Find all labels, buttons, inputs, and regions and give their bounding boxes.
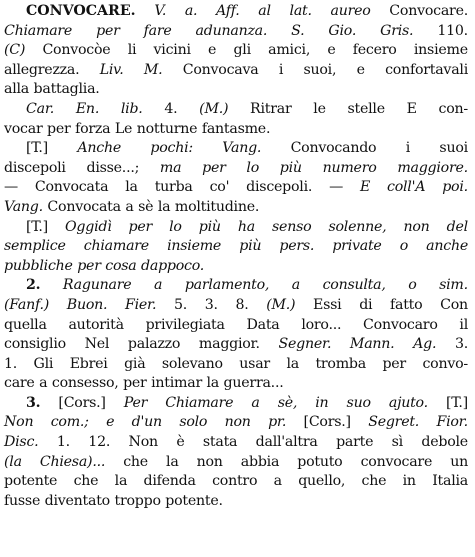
word: Convocando — [290, 140, 377, 157]
word: suoi — [439, 140, 468, 157]
word: a — [125, 198, 134, 215]
word: lib. — [120, 100, 143, 117]
word: insieme — [167, 238, 222, 255]
word: consiglio — [4, 336, 66, 353]
word: 110. — [437, 22, 468, 39]
word: Convocata — [34, 179, 109, 196]
word: la — [166, 453, 179, 470]
word: 1. — [4, 355, 18, 372]
word: a — [39, 375, 48, 392]
word: Segret. — [368, 414, 420, 431]
word: ha — [237, 218, 255, 235]
text-line — [4, 41, 468, 61]
word: 3. — [26, 394, 41, 411]
word: 5. — [173, 296, 187, 313]
text-line — [4, 433, 468, 453]
word: poi. — [442, 179, 468, 196]
word: suoi, — [303, 61, 337, 78]
word: fecero — [352, 42, 397, 59]
word: Non — [128, 434, 158, 451]
word: per — [96, 22, 120, 39]
text-line — [4, 355, 468, 375]
word: solenne, — [328, 218, 387, 235]
word: 12. — [88, 434, 111, 451]
word: i — [278, 61, 284, 78]
word: lo — [246, 159, 259, 176]
word: dappoco. — [141, 257, 205, 274]
word: e — [327, 42, 336, 59]
text-line — [4, 2, 468, 22]
word: Convocòe — [42, 42, 111, 59]
word: quello, — [298, 473, 346, 490]
word: Con — [440, 296, 468, 313]
text-line — [4, 237, 468, 257]
word: discepoli — [4, 159, 66, 176]
word: confortavali — [385, 61, 468, 78]
text-line — [4, 394, 468, 414]
word: Data — [246, 316, 280, 333]
word: Vang. — [4, 198, 43, 215]
word: En. — [75, 100, 100, 117]
word: senso — [272, 218, 312, 235]
word: per — [123, 375, 147, 392]
text-line — [4, 80, 468, 100]
word: non — [403, 218, 430, 235]
word: intimar — [151, 375, 202, 392]
word: potuto — [297, 453, 343, 470]
word: sè, — [277, 394, 298, 411]
word: per — [128, 218, 153, 235]
word: amici, — [268, 42, 311, 59]
word: Le — [114, 120, 133, 137]
word: a — [154, 277, 163, 294]
word: semplice — [4, 238, 66, 255]
word: forza — [75, 120, 111, 137]
word: al — [258, 3, 271, 19]
text-line — [4, 120, 468, 140]
word: la — [157, 198, 171, 215]
word: dall'altra — [255, 434, 318, 451]
word: a — [251, 394, 260, 411]
word: per — [77, 257, 101, 274]
word: per — [47, 120, 71, 137]
word: — — [4, 179, 18, 196]
word: tromba — [315, 355, 366, 372]
word: 8. — [235, 296, 249, 313]
text-line — [4, 218, 468, 238]
word: sì — [391, 434, 403, 451]
word: è — [176, 434, 185, 451]
text-line — [4, 316, 468, 336]
word: Buon. — [66, 296, 108, 313]
word: Chiesa)... — [39, 453, 106, 470]
word: le — [313, 100, 326, 117]
word: vocar — [4, 120, 43, 137]
word: che — [123, 453, 148, 470]
word: suo — [346, 394, 371, 411]
word: del — [446, 218, 468, 235]
text-line — [4, 296, 468, 316]
word: Fior. — [436, 414, 468, 431]
word: lat. — [289, 3, 312, 19]
word: convo- — [422, 355, 468, 372]
word: E — [359, 179, 371, 196]
word: moltitudine. — [174, 198, 260, 215]
word: privilegiata — [145, 316, 225, 333]
word: parlamento, — [184, 277, 270, 294]
word: lo — [169, 218, 182, 235]
word: [Cors.] — [303, 414, 351, 431]
word: e — [106, 414, 115, 431]
word: Convocare. — [389, 3, 468, 19]
word: Fier. — [124, 296, 157, 313]
word: [T.] — [445, 394, 468, 411]
word: maggiore. — [397, 159, 468, 176]
word: — — [329, 179, 344, 196]
word: gli — [233, 42, 251, 59]
word: in — [315, 394, 329, 411]
word: quella — [4, 316, 47, 333]
word: debole — [421, 434, 468, 451]
word: consesso, — [51, 375, 119, 392]
word: anche — [426, 238, 468, 255]
text-line — [4, 159, 468, 179]
text-line — [4, 198, 468, 218]
word: Car. — [26, 100, 55, 117]
word: numero — [322, 159, 377, 176]
text-line — [4, 374, 468, 394]
dictionary-entry — [4, 2, 468, 511]
word: Ebrei — [69, 355, 108, 372]
word: chiamare — [83, 238, 149, 255]
word: a — [273, 473, 282, 490]
word: Liv. — [99, 61, 124, 78]
word: la — [125, 179, 138, 196]
text-line — [4, 335, 468, 355]
word: Segner. — [278, 336, 332, 353]
word: Oggidì — [65, 218, 112, 235]
word: [Cors.] — [58, 394, 106, 411]
word: Gli — [33, 355, 54, 372]
word: per — [202, 159, 226, 176]
word: 3. — [454, 336, 468, 353]
word: il — [459, 316, 468, 333]
text-line — [4, 61, 468, 81]
word: stelle — [347, 100, 385, 117]
word: che — [361, 473, 387, 490]
word: pochi: — [150, 140, 193, 157]
word: adunanza. — [195, 22, 268, 39]
word: Convocava — [182, 61, 259, 78]
word: Chiamare — [165, 394, 234, 411]
word: potente — [4, 473, 58, 490]
word: Italia — [432, 473, 468, 490]
word: Ragunare — [62, 277, 132, 294]
word: (Fanf.) — [4, 296, 50, 313]
word: V. — [154, 3, 167, 19]
word: discepoli. — [246, 179, 313, 196]
word: troppo — [114, 492, 161, 509]
word: vicini — [153, 42, 191, 59]
word: fantasme. — [201, 120, 271, 137]
word: (M.) — [266, 296, 296, 313]
word: pubbliche — [4, 257, 73, 274]
word: ajuto. — [388, 394, 428, 411]
word: com.; — [50, 414, 89, 431]
text-line — [4, 276, 468, 296]
word: fare — [143, 22, 172, 39]
word: ma — [159, 159, 182, 176]
word: usar — [239, 355, 270, 372]
word: alla — [4, 81, 29, 98]
word: difenda — [143, 473, 196, 490]
word: disse...; — [86, 159, 140, 176]
word: [T.] — [26, 218, 48, 235]
word: o — [408, 277, 417, 294]
word: con- — [438, 100, 468, 117]
word: 3. — [204, 296, 218, 313]
word: Convocaro — [363, 316, 438, 333]
word: S. — [291, 22, 305, 39]
word: convocare — [360, 453, 433, 470]
word: pr. — [268, 414, 287, 431]
word: Per — [123, 394, 148, 411]
word: (C) — [4, 42, 26, 59]
word: Vang. — [222, 140, 262, 157]
word: e — [356, 61, 365, 78]
word: sim. — [439, 277, 468, 294]
word: (M.) — [199, 100, 229, 117]
word: più — [198, 218, 221, 235]
word: battaglia. — [33, 81, 100, 98]
word: parte — [336, 434, 374, 451]
word: stata — [202, 434, 238, 451]
text-line — [4, 472, 468, 492]
word: autorità — [68, 316, 124, 333]
word: Mann. — [349, 336, 395, 353]
word: co' — [209, 179, 230, 196]
word: (la — [4, 453, 22, 470]
word: solo — [179, 414, 208, 431]
word: la — [114, 473, 128, 490]
word: Ritrar — [250, 100, 292, 117]
word: palazzo — [127, 336, 181, 353]
word: per — [382, 355, 406, 372]
word: care — [4, 375, 35, 392]
word: solevano — [161, 355, 223, 372]
word: cosa — [105, 257, 137, 274]
word: a. — [184, 3, 198, 19]
word: Gio. — [328, 22, 357, 39]
word: non — [196, 453, 223, 470]
word: Essi — [313, 296, 342, 313]
text-line — [4, 257, 468, 277]
word: guerra... — [223, 375, 284, 392]
word: Disc. — [4, 434, 39, 451]
word: [T.] — [26, 140, 48, 157]
word: abbia — [240, 453, 280, 470]
word: diventato — [44, 492, 110, 509]
word: insieme — [413, 42, 468, 59]
text-line — [4, 453, 468, 473]
headword: CONVOCARE. — [26, 3, 136, 19]
word: E — [406, 100, 417, 117]
word: contro — [212, 473, 258, 490]
word: 1. — [56, 434, 70, 451]
word: aureo — [330, 3, 371, 19]
word: Aff. — [216, 3, 240, 19]
word: d'un — [131, 414, 162, 431]
word: la — [286, 355, 299, 372]
word: in — [402, 473, 416, 490]
word: 2. — [26, 277, 41, 294]
word: allegrezza. — [4, 61, 80, 78]
word: non — [224, 414, 251, 431]
word: notturne — [136, 120, 198, 137]
word: maggior. — [198, 336, 260, 353]
word: li — [127, 42, 137, 59]
word: più — [239, 238, 262, 255]
word: Convocata — [47, 198, 121, 215]
word: la — [206, 375, 220, 392]
word: turba — [154, 179, 193, 196]
word: Non — [4, 414, 34, 431]
word: loro... — [301, 316, 342, 333]
word: che — [73, 473, 99, 490]
word: a — [291, 277, 300, 294]
word: o — [399, 238, 409, 255]
text-line — [4, 100, 468, 120]
word: un — [450, 453, 468, 470]
word: già — [124, 355, 146, 372]
word: sè — [138, 198, 154, 215]
word: i — [405, 140, 411, 157]
word: e — [208, 42, 217, 59]
word: M. — [143, 61, 163, 78]
text-line — [4, 139, 468, 159]
word: Nel — [84, 336, 110, 353]
text-line — [4, 413, 468, 433]
word: consulta, — [322, 277, 386, 294]
word: fatto — [390, 296, 423, 313]
text-line — [4, 492, 468, 512]
word: di — [359, 296, 373, 313]
word: private — [332, 238, 382, 255]
word: potente. — [165, 492, 223, 509]
word: Chiamare — [4, 22, 73, 39]
word: più — [279, 159, 302, 176]
word: 4. — [164, 100, 178, 117]
text-line — [4, 178, 468, 198]
word: fusse — [4, 492, 41, 509]
word: Anche — [77, 140, 121, 157]
word: coll'A — [387, 179, 426, 196]
word: pers. — [279, 238, 315, 255]
text-line — [4, 22, 468, 42]
word: Ag. — [413, 336, 437, 353]
word: Gris. — [380, 22, 414, 39]
